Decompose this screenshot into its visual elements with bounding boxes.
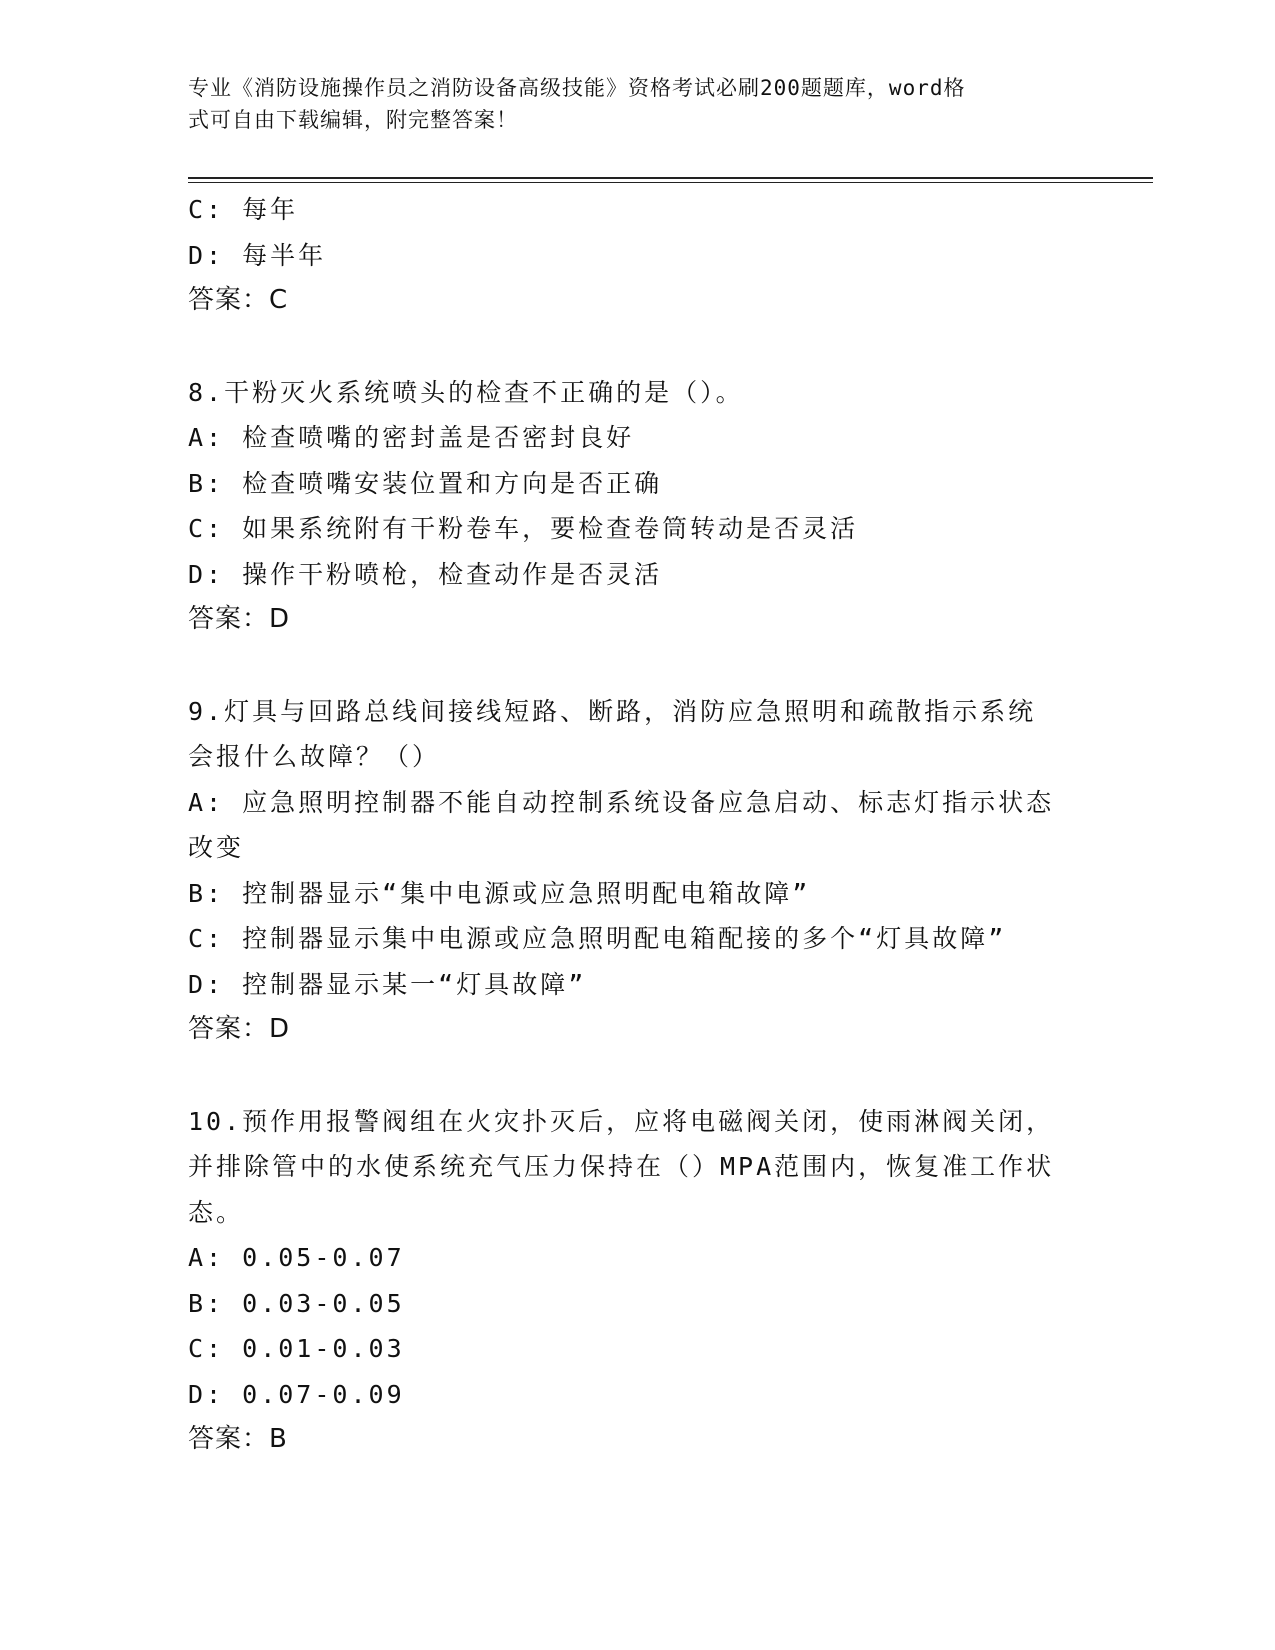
- option-d: D: 0.07-0.09: [188, 1379, 405, 1409]
- question-text-cont: 会报什么故障？（）: [188, 742, 441, 771]
- question-7-fragment: [188, 187, 1088, 324]
- option-c: C: 如果系统附有干粉卷车，要检查卷筒转动是否灵活: [188, 514, 859, 543]
- answer-line: 答案：D: [188, 1014, 291, 1044]
- spacer: [188, 324, 1088, 370]
- question-10: [188, 1099, 1088, 1463]
- header-line-1: 专业《消防设施操作员之消防设备高级技能》资格考试必刷200题题库，word格: [188, 76, 966, 100]
- option-a: A: 0.05-0.07: [188, 1243, 405, 1272]
- option-d: D: 每半年: [188, 240, 327, 270]
- header-divider-thin: [188, 182, 1153, 183]
- question-text: 9.灯具与回路总线间接线短路、断路，消防应急照明和疏散指示系统: [188, 696, 1037, 726]
- question-text: 8.干粉灭火系统喷头的检查不正确的是（）。: [188, 377, 744, 407]
- spacer: [188, 1053, 1088, 1099]
- question-text-cont: 并排除管中的水使系统充气压力保持在（）MPA范围内，恢复准工作状: [188, 1152, 1055, 1181]
- option-d: D: 控制器显示某一“灯具故障”: [188, 969, 587, 999]
- answer-line: 答案：B: [188, 1424, 288, 1454]
- option-d: D: 操作干粉喷枪，检查动作是否灵活: [188, 559, 663, 589]
- header-divider-thick: [188, 177, 1153, 179]
- option-c: C: 每年: [188, 195, 299, 224]
- spacer: [188, 643, 1088, 689]
- option-b: B: 0.03-0.05: [188, 1288, 405, 1318]
- question-text-cont: 态。: [188, 1197, 245, 1227]
- question-8: [188, 370, 1088, 643]
- document-header: [188, 72, 1068, 136]
- option-a: A: 检查喷嘴的密封盖是否密封良好: [188, 423, 635, 452]
- option-c: C: 控制器显示集中电源或应急照明配电箱配接的多个“灯具故障”: [188, 924, 1007, 953]
- question-9: [188, 689, 1088, 1053]
- option-b: B: 检查喷嘴安装位置和方向是否正确: [188, 468, 663, 498]
- option-c: C: 0.01-0.03: [188, 1334, 405, 1363]
- option-a: A: 应急照明控制器不能自动控制系统设备应急启动、标志灯指示状态: [188, 787, 1055, 817]
- answer-line: 答案：C: [188, 285, 289, 315]
- question-text: 10.预作用报警阀组在火灾扑灭后，应将电磁阀关闭，使雨淋阀关闭，: [188, 1106, 1055, 1136]
- option-b: B: 控制器显示“集中电源或应急照明配电箱故障”: [188, 878, 811, 908]
- answer-line: 答案：D: [188, 604, 291, 634]
- question-content: [188, 187, 1088, 1463]
- option-a-cont: 改变: [188, 833, 245, 862]
- header-line-2: 式可自由下载编辑，附完整答案！: [188, 108, 518, 132]
